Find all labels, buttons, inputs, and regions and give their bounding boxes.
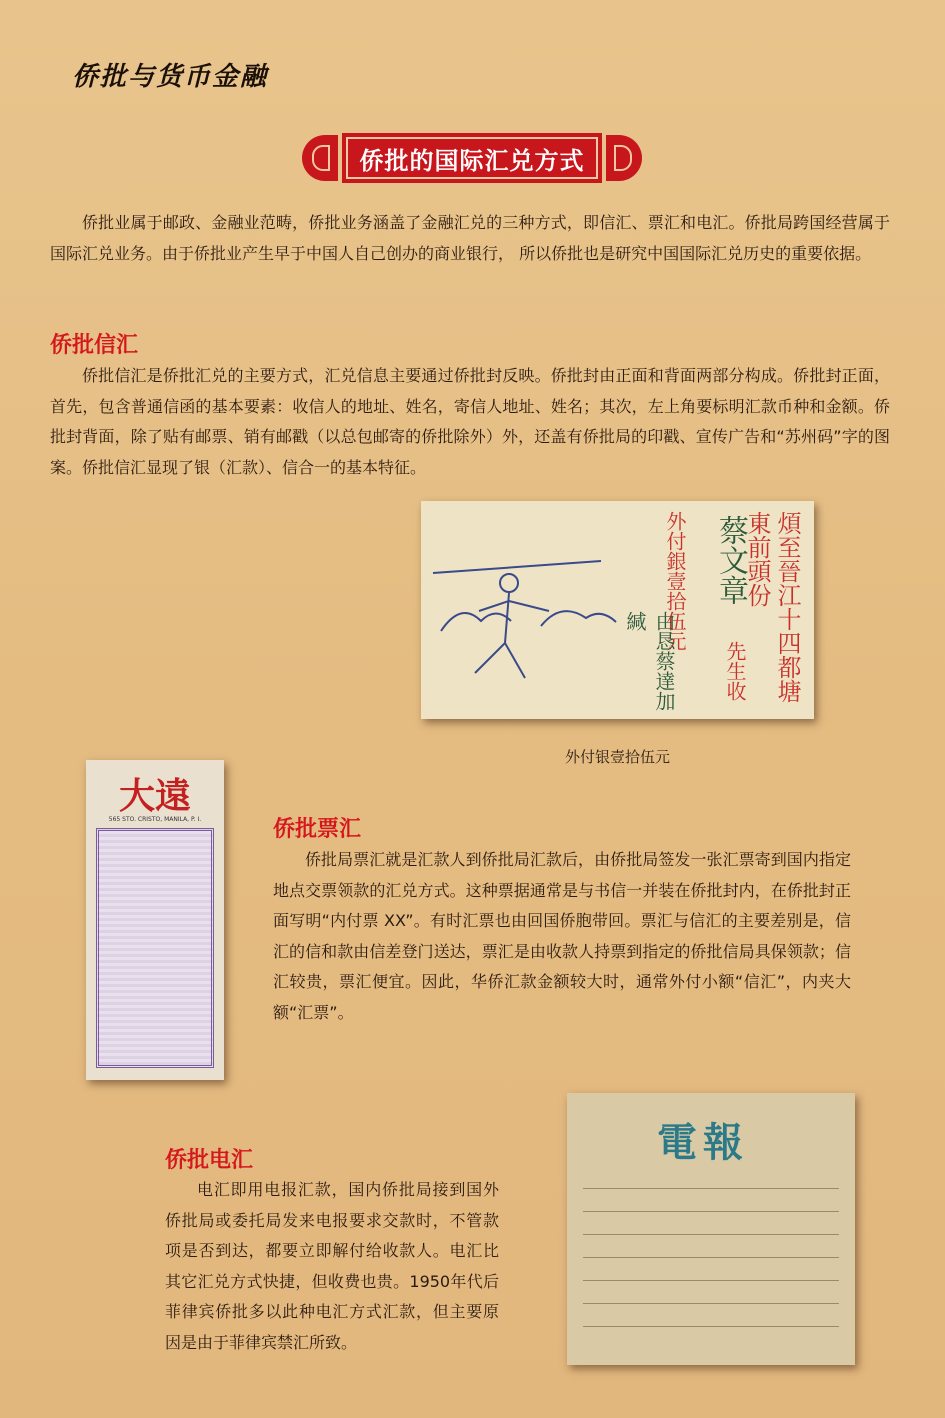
envelope-caption: 外付银壹拾伍元 [565,748,671,766]
telegram-image [567,1093,855,1365]
telegram-title: 電報 [657,1119,749,1166]
heading-letter-remittance: 侨批信汇 [50,333,139,358]
sender-name: 由恳蔡達加緘 [623,611,676,711]
banner-title: 侨批的国际汇兑方式 [342,133,602,183]
header-title: 侨批与货币金融 [72,62,269,92]
remittance-amount: 外付銀壹拾伍元 [663,511,687,651]
letter-remittance-body: 侨批信汇是侨批汇兑的主要方式，汇兑信息主要通过侨批封反映。侨批封由正面和背面两部分构成。侨批封正面，首先，包含普通信函的基本要素：收信人的地址、姓名，寄信人地址、姓名；其次，左上角要标明汇款币种和金额。侨批封背面，除了贴有邮票、销有邮戳（以总包邮寄的侨批除外）外，还盖有侨批局的印戳、宣传广告和“苏州码”字的图案。侨批信汇显现了银（汇款）、信合一的基本特征。 [50,366,890,477]
recipient-address: 煩至晉江十四都塘東前頭份 [743,511,801,703]
intro-paragraph: 侨批业属于邮政、金融业范畴，侨批业务涵盖了金融汇兑的三种方式，即信汇、票汇和电汇。侨批局跨国经营属于国际汇兑业务。由于侨批业产生早于中国人自己创办的商业银行， 所以侨批也是研究中国国际汇兑历史的重要依据。 [50,213,890,263]
recipient-suffix: 先生收 [723,641,747,701]
recipient-name: 蔡文章 [713,515,748,605]
heading-draft-remittance: 侨批票汇 [273,817,362,842]
heading-telegraphic-remittance: 侨批电汇 [165,1148,254,1173]
ticket-title: 大遠 [118,775,191,817]
remittance-ticket-image [86,760,224,1080]
section-banner [302,133,642,183]
draft-remittance-body: 侨批局票汇就是汇款人到侨批局汇款后，由侨批局签发一张汇票寄到国内指定地点交票领款的汇兑方式。这种票据通常是与书信一并装在侨批封内，在侨批封正面写明“内付票 XX”。有时汇票也由回国侨胞带回。票汇与信汇的主要差别是，信汇的信和款由信差登门送达，票汇是由收款人持票到指定的侨批信局具保领款；信汇较贵，票汇便宜。因此，华侨汇款金额较大时，通常外付小额“信汇”，内夹大额“汇票”。 [273,850,851,1022]
envelope-image [421,501,814,719]
ticket-address: 565 STO. CRISTO, MANILA, P. I. [108,816,202,823]
banner-ornament-right [606,135,642,181]
telegraphic-remittance-body: 电汇即用电报汇款，国内侨批局接到国外侨批局或委托局发来电报要求交款时，不管款项是否到达，都要立即解付给收款人。电汇比其它汇兑方式快捷，但收费也贵。1950年代后菲律宾侨批多以此种电汇方式汇款，但主要原因是由于菲律宾禁汇所致。 [165,1180,499,1352]
banner-ornament-left [302,135,338,181]
